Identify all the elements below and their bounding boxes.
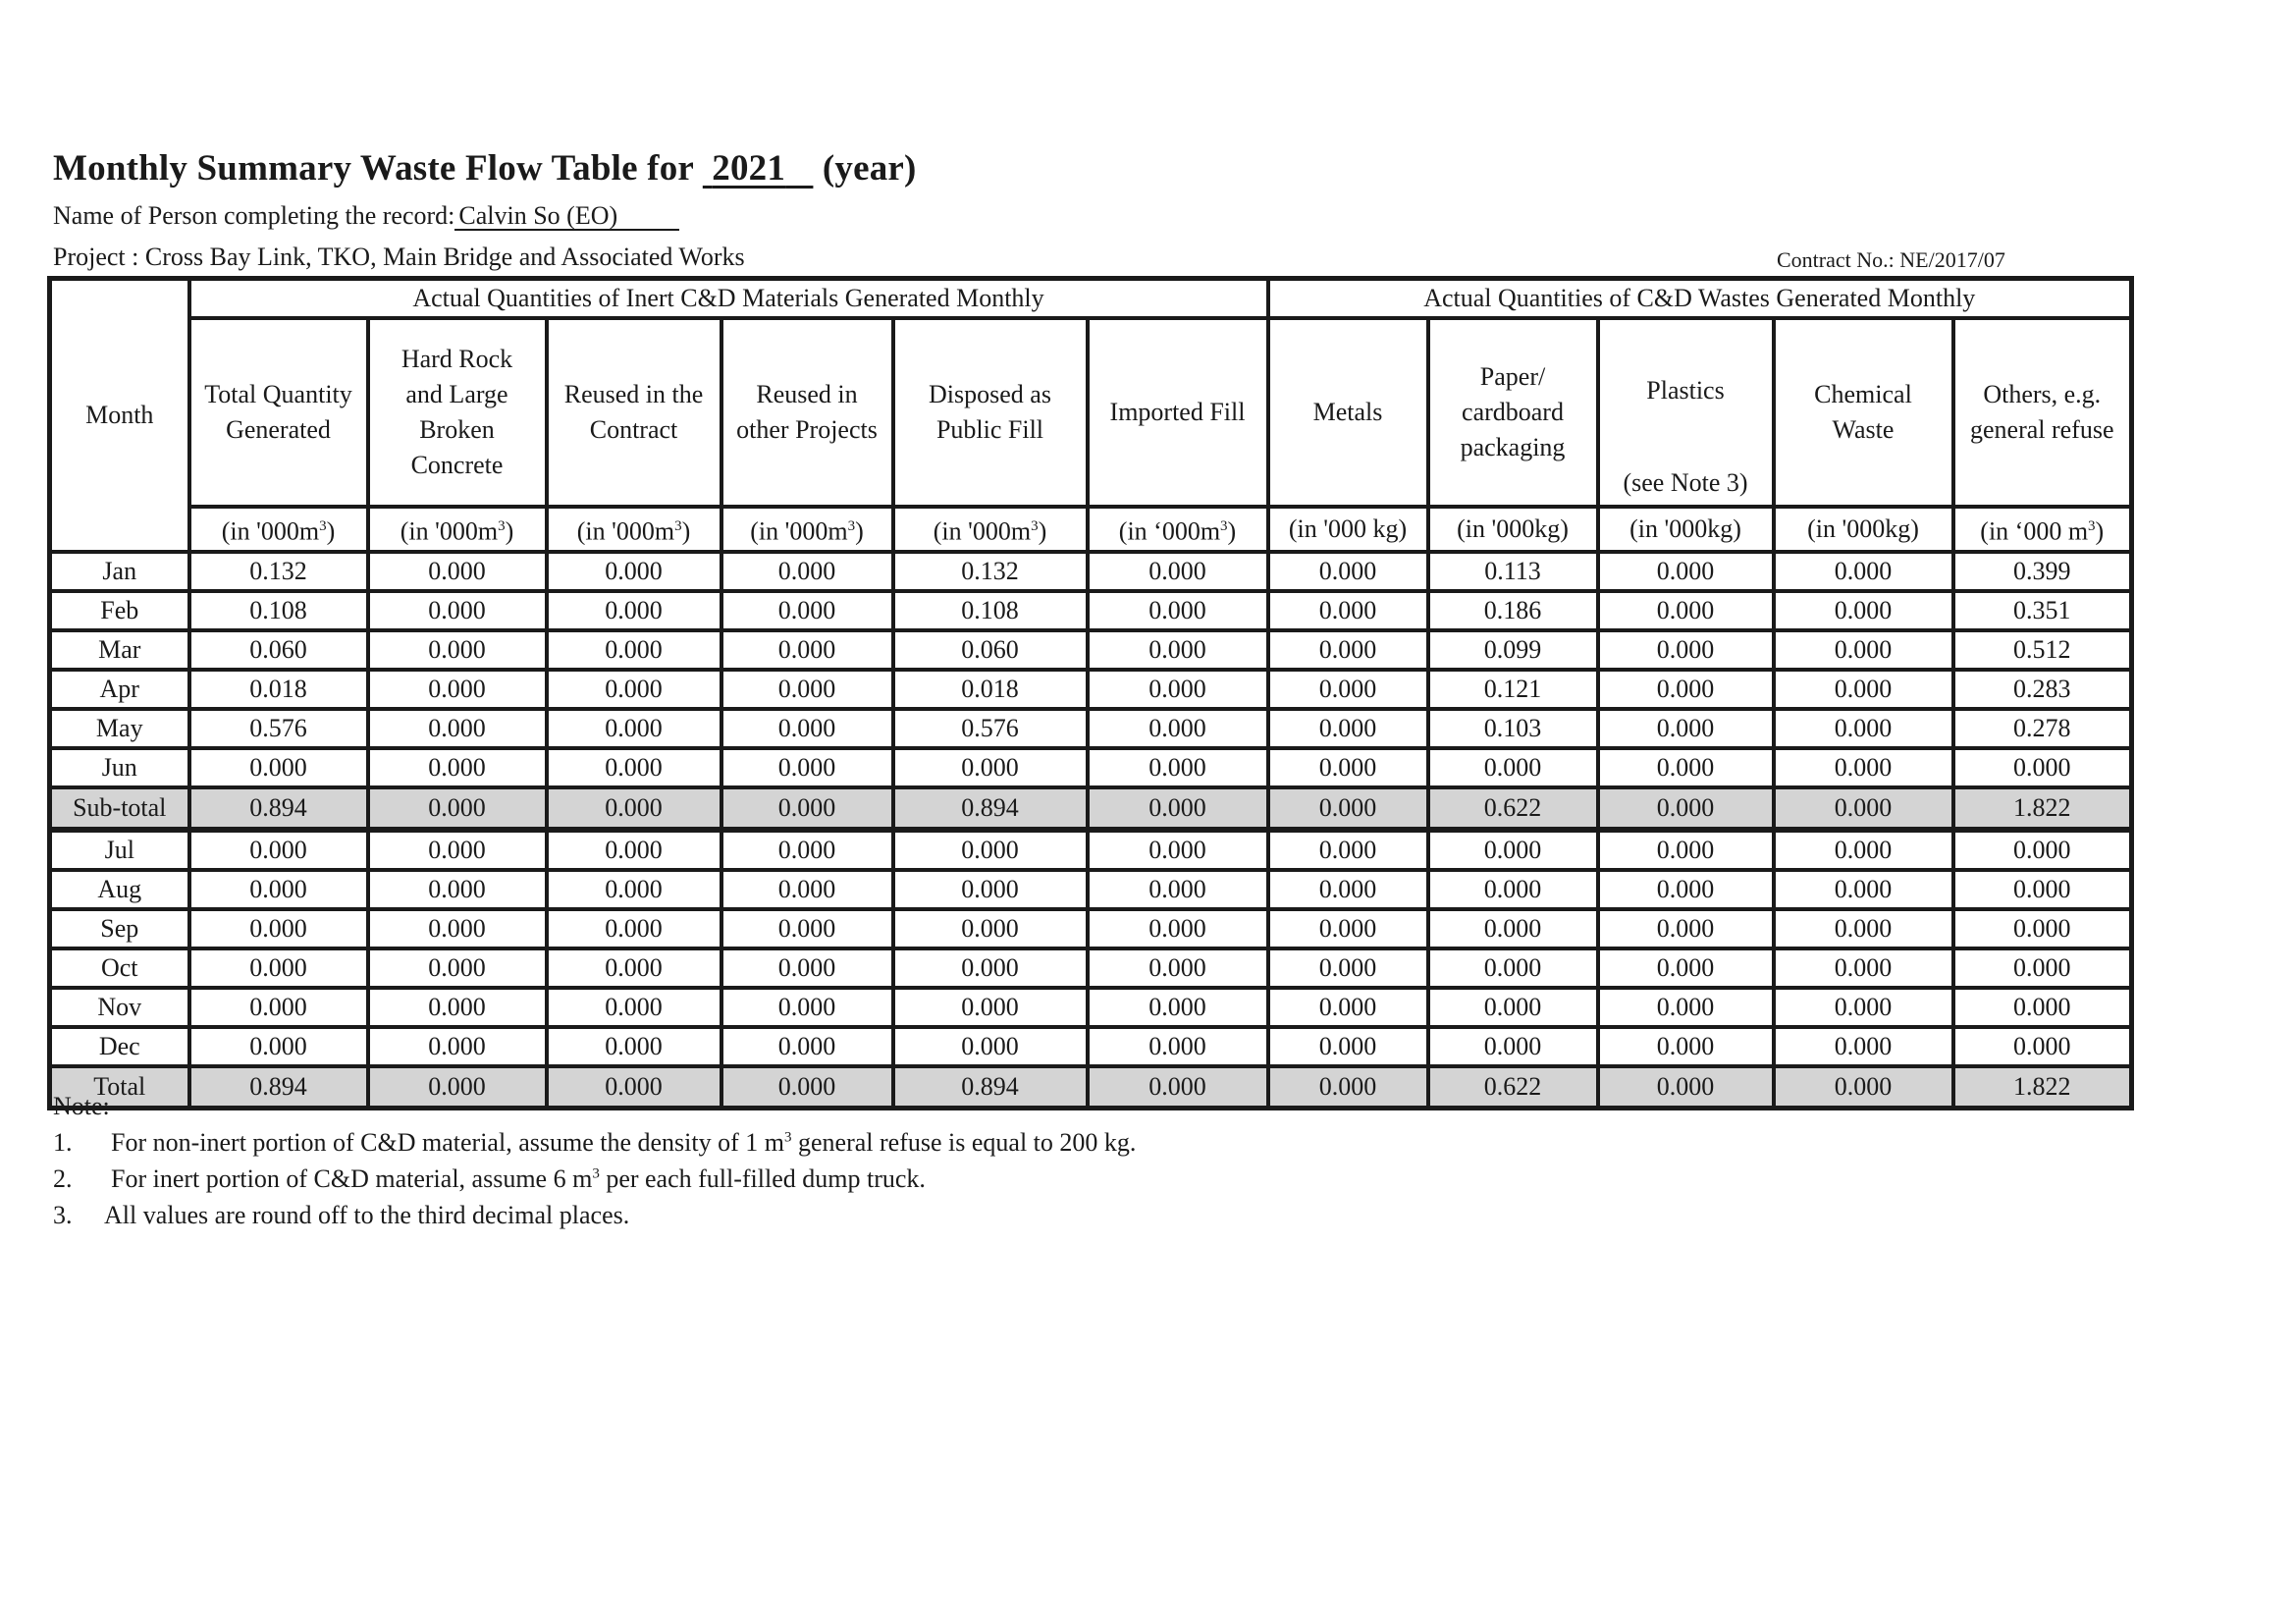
table-cell: 0.000 <box>1088 709 1268 748</box>
table-cell: 0.000 <box>893 988 1088 1027</box>
column-header <box>1953 318 2132 507</box>
unit-header <box>1953 507 2132 552</box>
unit-tail: ) <box>681 516 691 546</box>
notes-section <box>53 1092 1137 1229</box>
unit-header <box>1598 507 1774 552</box>
table-cell: 0.000 <box>1774 870 1953 909</box>
table-cell: 0.894 <box>189 1066 368 1109</box>
table-row <box>50 748 2132 787</box>
table-cell: 0.000 <box>1598 630 1774 670</box>
column-header <box>547 318 721 507</box>
table-cell: 0.000 <box>1088 1027 1268 1066</box>
column-header <box>721 318 893 507</box>
table-cell: 0.000 <box>1953 909 2132 948</box>
table-body <box>50 552 2132 1109</box>
table-cell: 0.000 <box>1953 1027 2132 1066</box>
table-cell: 0.000 <box>1088 948 1268 988</box>
waste-group-header: Actual Quantities of C&D Wastes Generated Monthly <box>1268 279 2132 319</box>
column-header <box>893 318 1088 507</box>
unit-header <box>189 507 368 552</box>
column-header-line: Concrete <box>410 451 504 479</box>
table-cell: 0.000 <box>1774 709 1953 748</box>
summary-row <box>50 787 2132 830</box>
unit-header-row <box>50 507 2132 552</box>
unit-text: (in '000m <box>576 516 675 546</box>
unit-header <box>893 507 1088 552</box>
table-cell: 0.000 <box>1088 630 1268 670</box>
table-cell: 0.351 <box>1953 591 2132 630</box>
notes-list <box>53 1128 1137 1229</box>
table-cell: 0.000 <box>1774 909 1953 948</box>
table-row <box>50 909 2132 948</box>
table-cell: 0.000 <box>721 709 893 748</box>
column-header-line: other Projects <box>736 415 878 444</box>
table-cell: 0.000 <box>1088 787 1268 830</box>
table-cell: 0.576 <box>893 709 1088 748</box>
unit-header <box>1268 507 1428 552</box>
column-header-row <box>50 318 2132 507</box>
table-cell: 0.000 <box>189 988 368 1027</box>
table-cell: 0.000 <box>721 591 893 630</box>
table-cell: 0.000 <box>721 948 893 988</box>
unit-superscript: 3 <box>1031 518 1039 534</box>
row-month: Jan <box>50 552 189 591</box>
table-cell: 0.108 <box>189 591 368 630</box>
table-cell: 0.108 <box>893 591 1088 630</box>
table-cell: 0.103 <box>1428 709 1598 748</box>
person-name-text: Calvin So (EO) <box>458 201 618 230</box>
table-cell: 0.000 <box>547 552 721 591</box>
column-header-line: Waste <box>1832 415 1895 444</box>
contract-line <box>1777 247 2005 273</box>
column-header-line: Public Fill <box>935 415 1044 444</box>
table-cell: 0.000 <box>1598 591 1774 630</box>
table-cell: 0.000 <box>189 1027 368 1066</box>
table-cell: 0.000 <box>721 1027 893 1066</box>
column-header <box>1268 318 1428 507</box>
column-header <box>368 318 547 507</box>
table-cell: 0.000 <box>189 909 368 948</box>
row-month: Sub-total <box>50 787 189 830</box>
table-cell: 0.113 <box>1428 552 1598 591</box>
unit-text: (in '000kg) <box>1457 514 1569 543</box>
table-cell: 0.000 <box>721 830 893 870</box>
table-cell: 0.000 <box>1774 630 1953 670</box>
row-month: Nov <box>50 988 189 1027</box>
project-name: Cross Bay Link, TKO, Main Bridge and Associated Works <box>144 243 745 271</box>
table-cell: 0.000 <box>893 948 1088 988</box>
unit-tail: ) <box>326 516 336 546</box>
table-row <box>50 1027 2132 1066</box>
unit-tail: ) <box>1227 516 1237 546</box>
table-row <box>50 988 2132 1027</box>
table-cell: 0.000 <box>721 787 893 830</box>
column-header-line: Generated <box>226 415 331 444</box>
column-header-note: (see Note 3) <box>1623 468 1748 497</box>
unit-header <box>547 507 721 552</box>
column-header <box>189 318 368 507</box>
table-cell: 0.000 <box>1268 870 1428 909</box>
table-cell: 0.000 <box>1268 948 1428 988</box>
table-cell: 0.000 <box>1953 988 2132 1027</box>
note-text: For inert portion of C&D material, assume 6 m <box>111 1164 593 1193</box>
table-cell: 0.060 <box>893 630 1088 670</box>
table-cell: 0.000 <box>547 870 721 909</box>
project-label: Project : <box>53 243 139 271</box>
table-cell: 0.000 <box>368 870 547 909</box>
table-cell: 0.894 <box>893 787 1088 830</box>
unit-header <box>721 507 893 552</box>
table-cell: 0.000 <box>1088 670 1268 709</box>
table-cell: 0.000 <box>1268 830 1428 870</box>
table-cell: 0.000 <box>1774 1066 1953 1109</box>
unit-text: (in '000m <box>221 516 320 546</box>
unit-tail: ) <box>2095 516 2105 546</box>
unit-text: (in '000m <box>750 516 848 546</box>
row-month: Feb <box>50 591 189 630</box>
person-label: Name of Person completing the record: <box>53 201 455 230</box>
table-cell: 0.132 <box>189 552 368 591</box>
table-cell: 0.000 <box>1268 630 1428 670</box>
row-month: Jul <box>50 830 189 870</box>
column-header-line: Hard Rock <box>400 345 513 373</box>
unit-superscript: 3 <box>498 518 506 534</box>
table-cell: 0.000 <box>1088 870 1268 909</box>
note-number: 2. <box>53 1164 73 1193</box>
table-cell: 0.000 <box>547 748 721 787</box>
table-cell: 0.000 <box>368 909 547 948</box>
column-header <box>1598 318 1774 507</box>
table-cell: 0.018 <box>189 670 368 709</box>
table-cell: 0.000 <box>1598 1027 1774 1066</box>
table-cell: 0.000 <box>547 630 721 670</box>
table-cell: 0.000 <box>1268 709 1428 748</box>
column-header-line: Disposed as <box>929 380 1051 408</box>
table-cell: 0.000 <box>1268 787 1428 830</box>
table-cell: 0.000 <box>1428 830 1598 870</box>
table-cell: 0.099 <box>1428 630 1598 670</box>
table-cell: 0.000 <box>1598 552 1774 591</box>
table-cell: 0.000 <box>547 670 721 709</box>
unit-header <box>1428 507 1598 552</box>
table-cell: 0.000 <box>1268 988 1428 1027</box>
contract-label: Contract No.: <box>1777 247 1895 272</box>
table-cell: 0.000 <box>368 988 547 1027</box>
unit-header <box>1774 507 1953 552</box>
unit-text: (in '000 kg) <box>1288 514 1408 543</box>
table-cell: 0.278 <box>1953 709 2132 748</box>
person-line <box>53 201 679 231</box>
column-header-line: Imported Fill <box>1109 398 1246 426</box>
column-header-line: Chemical <box>1814 380 1912 408</box>
row-month: Jun <box>50 748 189 787</box>
table-cell: 0.000 <box>547 591 721 630</box>
unit-header <box>368 507 547 552</box>
table-cell: 0.000 <box>1268 670 1428 709</box>
table-cell: 0.000 <box>1774 748 1953 787</box>
table-row <box>50 830 2132 870</box>
unit-text: (in ‘000m <box>1118 516 1221 546</box>
table-cell: 0.000 <box>1428 909 1598 948</box>
table-cell: 0.000 <box>1598 830 1774 870</box>
table-row <box>50 630 2132 670</box>
table-cell: 0.000 <box>1428 870 1598 909</box>
table-cell: 0.000 <box>721 552 893 591</box>
column-header-line: Plastics <box>1646 376 1725 405</box>
table-cell: 0.000 <box>721 748 893 787</box>
unit-text: (in ‘000 m <box>1980 516 2089 546</box>
table-cell: 0.000 <box>893 830 1088 870</box>
title-suffix: (year) <box>822 148 917 189</box>
table-row <box>50 591 2132 630</box>
table-cell: 0.000 <box>893 909 1088 948</box>
unit-text: (in '000kg) <box>1807 514 1919 543</box>
unit-text: (in '000kg) <box>1629 514 1741 543</box>
table-cell: 0.000 <box>368 670 547 709</box>
table-cell: 0.000 <box>1774 830 1953 870</box>
column-header <box>1774 318 1953 507</box>
note-number: 3. <box>53 1201 73 1229</box>
table-cell: 0.000 <box>547 830 721 870</box>
column-header-lines <box>1600 320 1772 408</box>
table-cell: 0.000 <box>1428 988 1598 1027</box>
note-text: For non-inert portion of C&D material, assume the density of 1 m <box>111 1128 784 1157</box>
row-month: May <box>50 709 189 748</box>
table-cell: 0.000 <box>1088 748 1268 787</box>
unit-superscript: 3 <box>319 518 327 534</box>
column-header-line: Others, e.g. <box>1983 380 2102 408</box>
table-cell: 0.000 <box>1598 988 1774 1027</box>
column-header-line: Contract <box>589 415 678 444</box>
project-line <box>53 243 745 272</box>
table-cell: 0.000 <box>1088 909 1268 948</box>
table-cell: 0.000 <box>1598 670 1774 709</box>
row-month: Sep <box>50 909 189 948</box>
table-cell: 0.000 <box>1088 591 1268 630</box>
table-cell: 0.000 <box>1774 1027 1953 1066</box>
table-cell: 0.000 <box>189 830 368 870</box>
row-month: Oct <box>50 948 189 988</box>
note-superscript: 3 <box>592 1165 600 1182</box>
table-cell: 0.000 <box>1088 988 1268 1027</box>
table-cell: 0.000 <box>189 748 368 787</box>
table-cell: 0.000 <box>368 830 547 870</box>
note-text-after: per each full-filled dump truck. <box>599 1164 926 1193</box>
note-text-after: general refuse is equal to 200 kg. <box>791 1128 1137 1157</box>
note-number: 1. <box>53 1128 73 1157</box>
unit-tail: ) <box>855 516 864 546</box>
column-header <box>1428 318 1598 507</box>
table-cell: 0.000 <box>1774 787 1953 830</box>
table-cell: 0.000 <box>1953 948 2132 988</box>
table-cell: 0.512 <box>1953 630 2132 670</box>
table-cell: 0.000 <box>1774 948 1953 988</box>
contract-number: NE/2017/07 <box>1899 247 2005 272</box>
table-cell: 0.894 <box>189 787 368 830</box>
title-year <box>703 148 814 189</box>
table-cell: 0.000 <box>1428 748 1598 787</box>
unit-header <box>1088 507 1268 552</box>
unit-superscript: 3 <box>847 518 856 534</box>
table-cell: 0.000 <box>547 948 721 988</box>
table-cell: 0.000 <box>1428 1027 1598 1066</box>
table-cell: 0.018 <box>893 670 1088 709</box>
table-cell: 0.000 <box>1088 830 1268 870</box>
row-month: Mar <box>50 630 189 670</box>
table-cell: 0.000 <box>721 870 893 909</box>
table-cell: 0.000 <box>721 670 893 709</box>
table-cell: 0.000 <box>1088 1066 1268 1109</box>
table-cell: 0.000 <box>1268 591 1428 630</box>
month-header: Month <box>50 279 189 552</box>
person-name <box>454 203 678 231</box>
table-cell: 0.000 <box>1088 552 1268 591</box>
table-cell: 0.894 <box>893 1066 1088 1109</box>
table-cell: 0.000 <box>547 709 721 748</box>
unit-tail: ) <box>1038 516 1047 546</box>
table-cell: 0.000 <box>1268 1027 1428 1066</box>
table-cell: 0.000 <box>189 948 368 988</box>
table-cell: 0.000 <box>189 870 368 909</box>
table-cell: 0.622 <box>1428 787 1598 830</box>
row-month: Apr <box>50 670 189 709</box>
table-cell: 0.000 <box>1598 1066 1774 1109</box>
table-cell: 0.000 <box>1598 909 1774 948</box>
table-cell: 0.399 <box>1953 552 2132 591</box>
column-header-line: Total Quantity <box>204 380 352 408</box>
table-cell: 0.060 <box>189 630 368 670</box>
table-row <box>50 552 2132 591</box>
column-header-line: cardboard <box>1462 398 1564 426</box>
table-cell: 0.000 <box>547 988 721 1027</box>
table-cell: 0.000 <box>1598 787 1774 830</box>
note-text: All values are round off to the third decimal places. <box>104 1201 630 1229</box>
table-cell: 0.000 <box>1774 670 1953 709</box>
row-month: Total <box>50 1066 189 1109</box>
row-month: Dec <box>50 1027 189 1066</box>
column-header-line: and Large <box>405 380 508 408</box>
table-cell: 0.132 <box>893 552 1088 591</box>
table-row <box>50 709 2132 748</box>
table-cell: 0.000 <box>1598 870 1774 909</box>
column-header-line: general refuse <box>1969 415 2114 444</box>
table-cell: 0.000 <box>547 787 721 830</box>
table-head <box>50 279 2132 552</box>
table-cell: 0.000 <box>368 630 547 670</box>
table-cell: 0.622 <box>1428 1066 1598 1109</box>
column-header-line: Broken <box>419 415 495 444</box>
column-header-line: Reused in the <box>563 380 704 408</box>
table-cell: 0.000 <box>1953 830 2132 870</box>
unit-superscript: 3 <box>1220 518 1228 534</box>
table-cell: 0.000 <box>368 787 547 830</box>
column-header <box>1088 318 1268 507</box>
table-cell: 0.000 <box>368 1066 547 1109</box>
year-value: 2021 <box>712 148 786 189</box>
page-title <box>53 147 917 189</box>
row-month: Aug <box>50 870 189 909</box>
unit-text: (in '000m <box>933 516 1032 546</box>
table-cell: 0.000 <box>1268 552 1428 591</box>
table-cell: 0.000 <box>893 748 1088 787</box>
table-cell: 0.000 <box>1953 870 2132 909</box>
table-cell: 0.000 <box>1268 909 1428 948</box>
table-cell: 0.000 <box>1598 948 1774 988</box>
unit-text: (in '000m <box>400 516 499 546</box>
table-row <box>50 870 2132 909</box>
table-cell: 0.000 <box>368 948 547 988</box>
table-cell: 0.000 <box>547 909 721 948</box>
table-cell: 0.000 <box>1598 709 1774 748</box>
note-item <box>53 1128 1136 1164</box>
table-cell: 0.000 <box>1268 1066 1428 1109</box>
column-header-line: Metals <box>1312 398 1383 426</box>
table-cell: 0.000 <box>721 1066 893 1109</box>
table-cell: 0.000 <box>893 1027 1088 1066</box>
column-header-line: Paper/ <box>1479 362 1546 391</box>
table-cell: 0.000 <box>721 630 893 670</box>
table-cell: 0.000 <box>893 870 1088 909</box>
table-cell: 0.000 <box>1953 748 2132 787</box>
table-cell: 0.000 <box>1774 988 1953 1027</box>
table-cell: 1.822 <box>1953 787 2132 830</box>
waste-flow-table <box>47 276 2134 1110</box>
column-header-line: packaging <box>1460 433 1566 461</box>
table-cell: 0.000 <box>1774 591 1953 630</box>
unit-superscript: 3 <box>674 518 682 534</box>
note-superscript: 3 <box>784 1129 792 1146</box>
table-cell: 0.000 <box>368 709 547 748</box>
table-cell: 0.000 <box>1774 552 1953 591</box>
table-cell: 0.000 <box>547 1027 721 1066</box>
table-cell: 0.576 <box>189 709 368 748</box>
table-cell: 0.000 <box>721 988 893 1027</box>
table-cell: 0.000 <box>368 591 547 630</box>
table-cell: 0.000 <box>1428 948 1598 988</box>
column-header-line: Reused in <box>756 380 858 408</box>
title-prefix: Monthly Summary Waste Flow Table for <box>53 148 694 189</box>
table-cell: 0.283 <box>1953 670 2132 709</box>
table-cell: 0.000 <box>368 552 547 591</box>
table-cell: 0.000 <box>547 1066 721 1109</box>
table-cell: 0.121 <box>1428 670 1598 709</box>
table-cell: 0.000 <box>368 1027 547 1066</box>
table-cell: 0.186 <box>1428 591 1598 630</box>
table-row <box>50 670 2132 709</box>
table-cell: 0.000 <box>368 748 547 787</box>
unit-tail: ) <box>505 516 514 546</box>
inert-group-header: Actual Quantities of Inert C&D Materials Generated Monthly <box>189 279 1268 319</box>
table-cell: 1.822 <box>1953 1066 2132 1109</box>
table-cell: 0.000 <box>1268 748 1428 787</box>
unit-superscript: 3 <box>2088 518 2096 534</box>
table-row <box>50 948 2132 988</box>
table-cell: 0.000 <box>1598 748 1774 787</box>
notes-heading: Note: <box>53 1092 110 1120</box>
table-cell: 0.000 <box>721 909 893 948</box>
note-item <box>53 1201 1136 1237</box>
note-item <box>53 1164 1136 1201</box>
